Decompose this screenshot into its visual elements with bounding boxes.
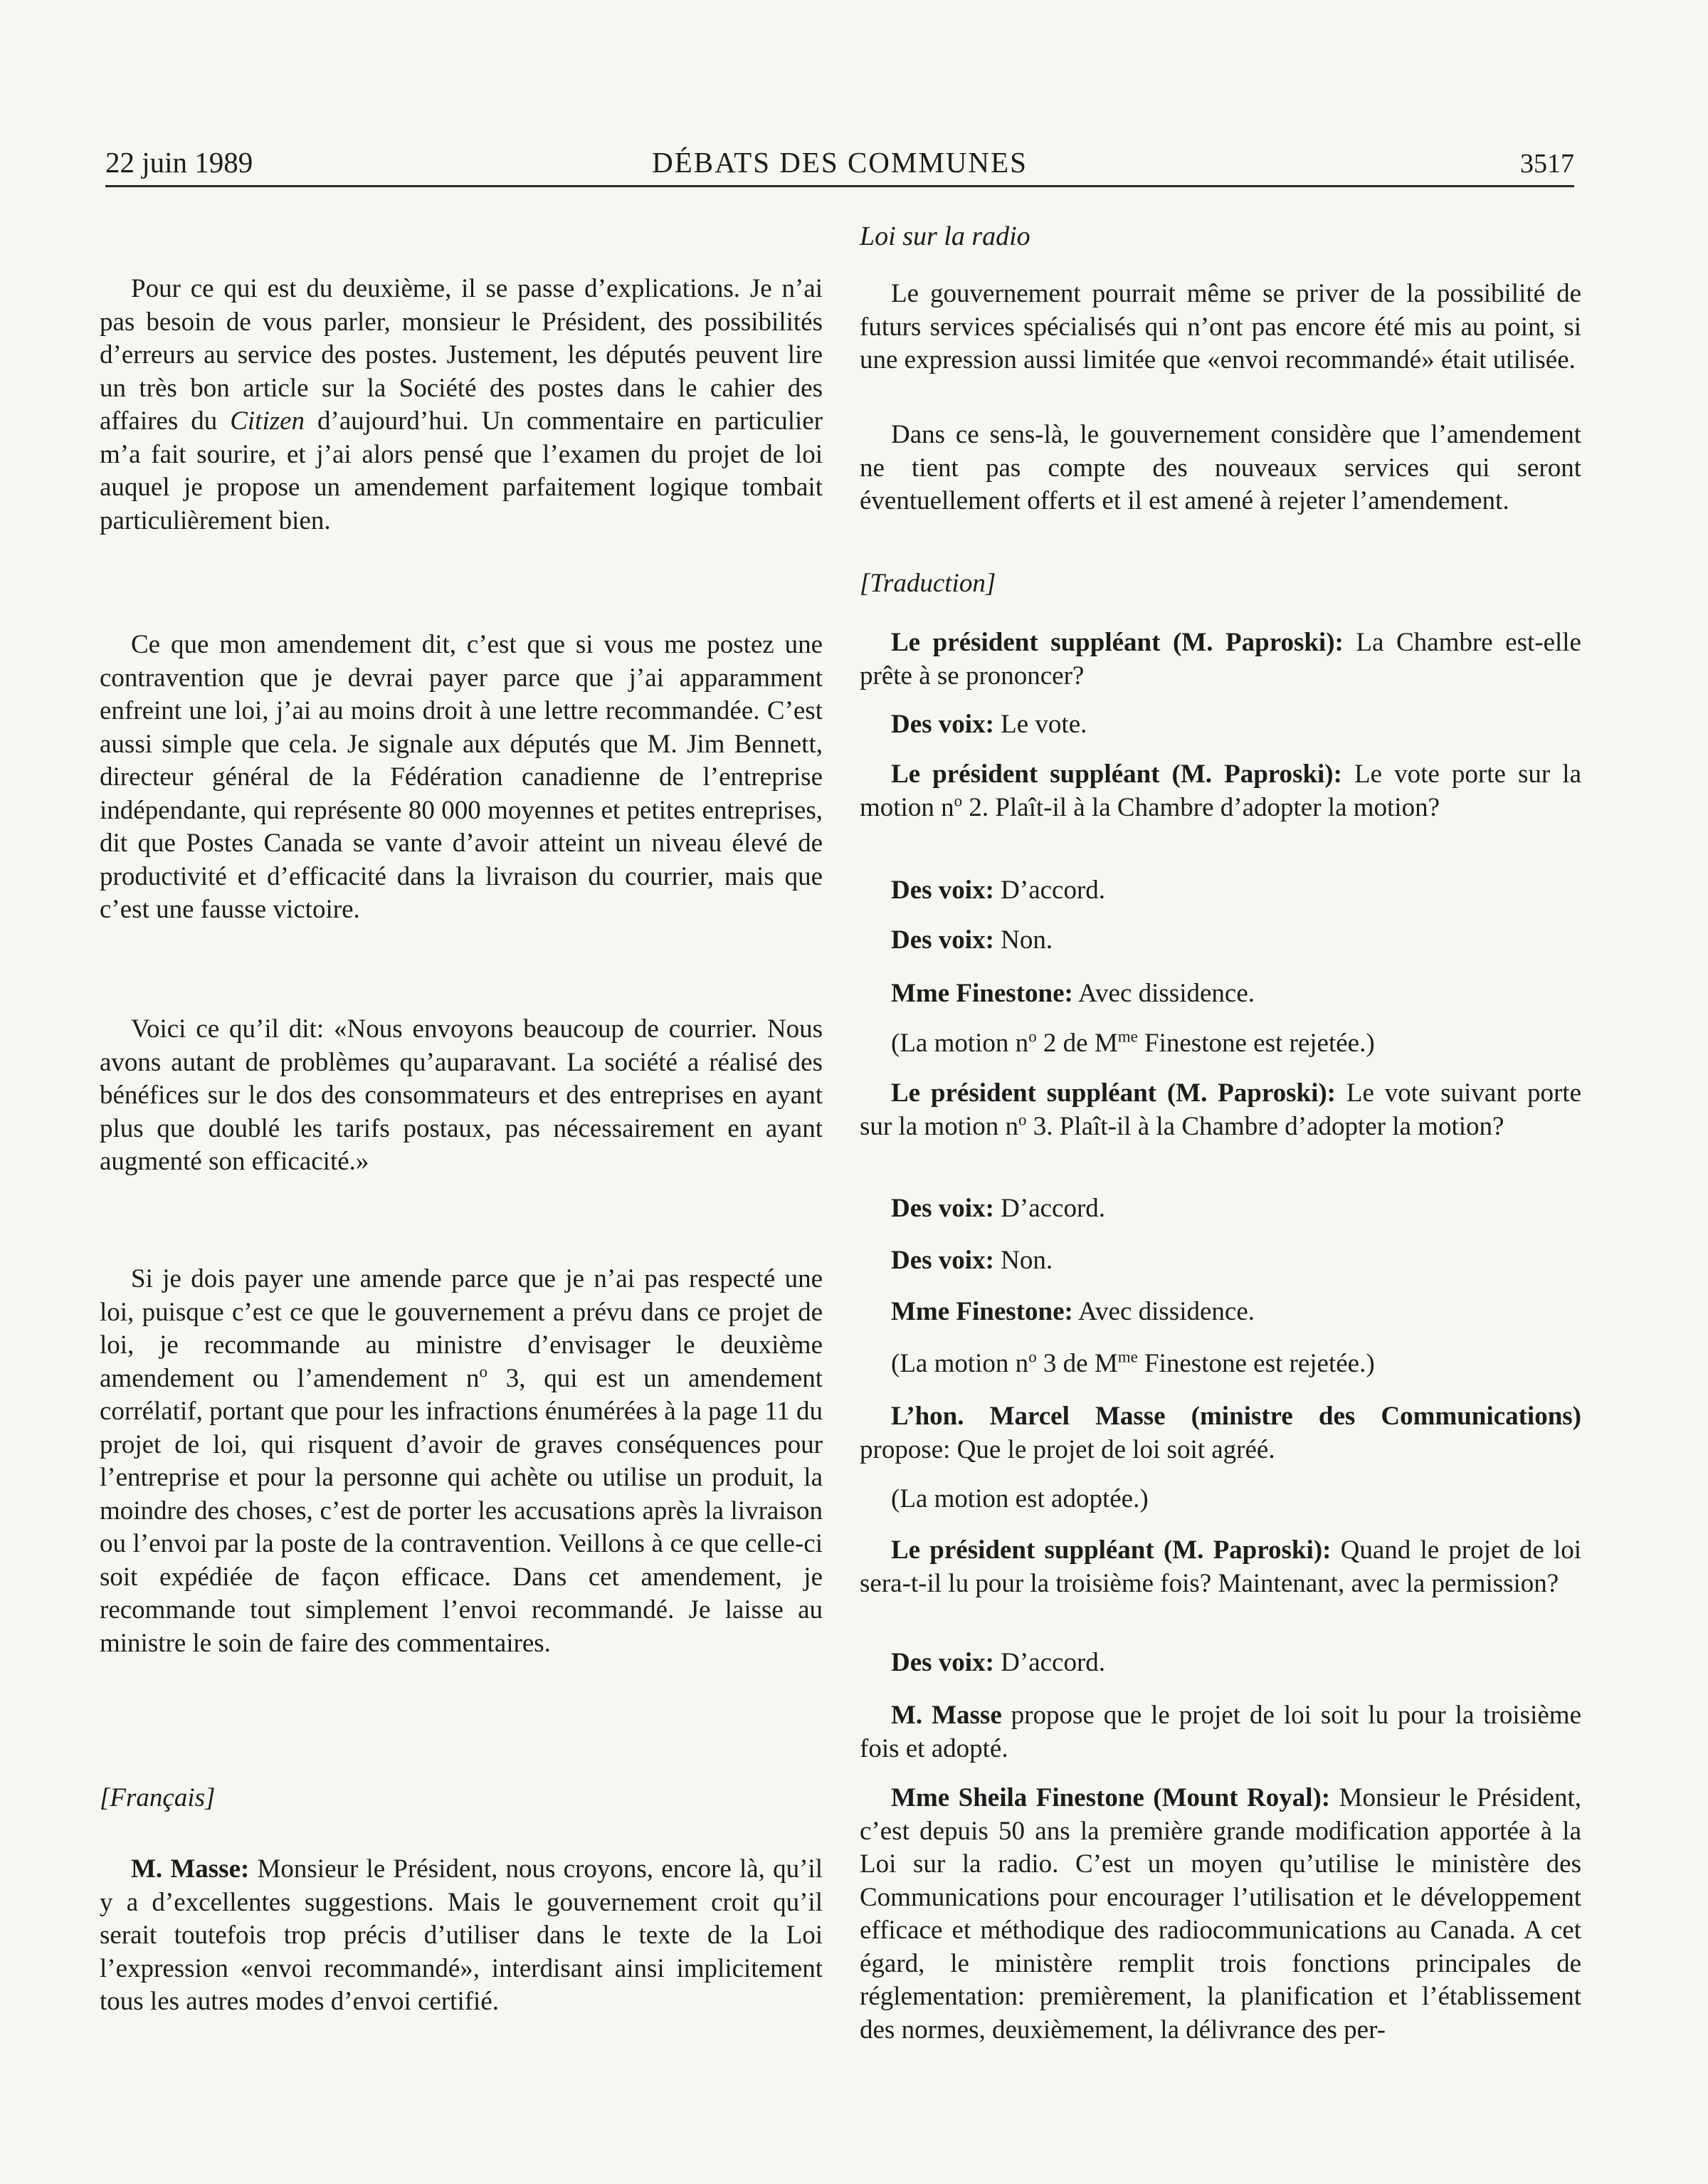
paragraph: Le président suppléant (M. Paproski): Le vote porte sur la motion $n^o$ 2. Plaît-il à la Chambre d’adopter la motion? [860, 760, 1581, 822]
paragraph: Des voix: Non. [891, 1246, 1053, 1275]
paragraph: Mme Finestone: Avec dissidence. [891, 979, 1255, 1008]
paragraph: Le gouvernement pourrait même se priver de la possibilité de futurs services spécialisés qui n’ont pas encore été mis au point, si une expression aussi limitée que «envoi recommandé» était utilisée. [860, 279, 1581, 374]
paragraph: Des voix: Le vote. [891, 710, 1087, 739]
speaker-name: Mme Sheila Finestone (Mount Royal): [891, 1783, 1331, 1812]
paragraph: Mme Sheila Finestone (Mount Royal): Monsieur le Président, c’est depuis 50 ans la première grande modification apportée à la Loi sur la radio. C’est un moyen qu’utilise le ministère des Communications pour encourager l’utilisation et le développement efficace et méthodique des radiocommunications au Canada. A cet égard, le ministère remplit trois fonctions principales de réglementation: premièrement, la planification et l’établissement des normes, deuxièmement, la délivrance des per- [860, 1783, 1581, 2044]
paragraph: Si je dois payer une amende parce que je n’ai pas respecté une loi, puisque c’est ce que le gouvernement a prévu dans ce projet de loi, je recommande au ministre d’envisager le deuxième amendement ou l’amendement $n^o$ 3, qui est un amendement corrélatif, portant que pour les infractions énumérées à la page 11 du projet de loi, qui risquent d’avoir de graves conséquences pour l’entreprise et pour la personne qui achète ou utilise un produit, la moindre des choses, c’est de porter les accusations après la livraison ou l’envoi par la poste de la contravention. Veillons à ce que celle-ci soit expédiée de façon efficace. Dans cet amendement, je recommande tout simplement l’envoi recommandé. Je laisse au ministre le soin de faire des commentaires. [100, 1264, 823, 1658]
paragraph: M. Masse propose que le projet de loi soit lu pour la troisième fois et adopté. [860, 1701, 1581, 1763]
language-tag: [Traduction] [860, 569, 996, 598]
speaker-name: Des voix: [891, 1246, 994, 1275]
paragraph: (La motion $n^o$ 2 de $M^{me}$ Finestone est rejetée.) [891, 1027, 1375, 1058]
speaker-name: Des voix: [891, 876, 994, 905]
paragraph: Ce que mon amendement dit, c’est que si vous me postez une contravention que je devrai payer parce que j’ai apparamment enfreint une loi, j’ai au moins droit à une lettre recommandée. C’est aussi simple que cela. Je signale aux députés que M. Jim Bennett, directeur général de la Fédération canadienne de l’entreprise indépendante, qui représente 80 000 moyennes et petites entreprises, dit que Postes Canada se vante d’avoir atteint un niveau élevé de productivité et d’efficacité dans la livraison du courrier, mais que c’est une fausse victoire. [100, 630, 823, 924]
speaker-name: Des voix: [891, 710, 994, 739]
speaker-name: Mme Finestone: [891, 1297, 1073, 1326]
speaker-name: Mme Finestone: [891, 979, 1073, 1008]
paragraph: Le président suppléant (M. Paproski): Quand le projet de loi sera-t-il lu pour la troisième fois? Maintenant, avec la permission? [860, 1535, 1581, 1598]
speaker-name: Des voix: [891, 1194, 994, 1223]
newspaper-name: Citizen [230, 406, 305, 436]
speaker-name: M. Masse: [131, 1854, 250, 1884]
header-rule [105, 185, 1574, 187]
header-title: DÉBATS DES COMMUNES [652, 146, 1028, 179]
speaker-name: Le président suppléant (M. Paproski): [891, 1535, 1332, 1565]
paragraph: Le président suppléant (M. Paproski): Le vote suivant porte sur la motion $n^o$ 3. Plaît-il à la Chambre d’adopter la motion? [860, 1078, 1581, 1141]
speaker-name: M. Masse [891, 1701, 1002, 1730]
language-tag: [Français] [100, 1783, 216, 1812]
speaker-name: L’hon. Marcel Masse (ministre des Communications) [891, 1402, 1581, 1431]
speaker-name: Le président suppléant (M. Paproski): [891, 760, 1342, 789]
speaker-name: Le président suppléant (M. Paproski): [891, 1078, 1337, 1108]
paragraph: (La motion est adoptée.) [891, 1484, 1149, 1513]
paragraph: Mme Finestone: Avec dissidence. [891, 1297, 1255, 1326]
paragraph: M. Masse: Monsieur le Président, nous croyons, encore là, qu’il y a d’excellentes suggestions. Mais le gouvernement croit qu’il serait toutefois trop précis d’utiliser dans le texte de la Loi l’expression «envoi recommandé», interdisant ainsi implicitement tous les autres modes d’envoi certifié. [100, 1854, 823, 2016]
paragraph: Pour ce qui est du deuxième, il se passe d’explications. Je n’ai pas besoin de vous parler, monsieur le Président, des possibilités d’erreurs au service des postes. Justement, les députés peuvent lire un très bon article sur la Société des postes dans le cahier des affaires du Citizen d’aujourd’hui. Un commentaire en particulier m’a fait sourire, et j’ai alors pensé que l’examen du projet de loi auquel je propose un amendement parfaitement logique tombait particulièrement bien. [100, 274, 823, 535]
header-date: 22 juin 1989 [105, 146, 253, 179]
paragraph: Le président suppléant (M. Paproski): La Chambre est-elle prête à se prononcer? [860, 628, 1581, 691]
paragraph: Des voix: Non. [891, 925, 1053, 955]
speaker-name: Des voix: [891, 925, 994, 955]
paragraph: Des voix: D’accord. [891, 1648, 1106, 1677]
paragraph: Dans ce sens-là, le gouvernement considère que l’amendement ne tient pas compte des nouveaux services qui seront éventuellement offerts et il est amené à rejeter l’amendement. [860, 420, 1581, 515]
page-number: 3517 [1520, 149, 1574, 179]
paragraph: (La motion $n^o$ 3 de $M^{me}$ Finestone est rejetée.) [891, 1348, 1375, 1378]
paragraph: Des voix: D’accord. [891, 1194, 1106, 1223]
paragraph: Voici ce qu’il dit: «Nous envoyons beaucoup de courrier. Nous avons autant de problèmes qu’auparavant. La société a réalisé des bénéfices sur le dos des consommateurs et des entreprises en ayant plus que doublé les tarifs postaux, pas nécessairement en ayant augmenté son efficacité.» [100, 1014, 823, 1176]
section-heading: Loi sur la radio [860, 221, 1030, 251]
speaker-name: Des voix: [891, 1648, 994, 1677]
paragraph: L’hon. Marcel Masse (ministre des Communications) propose: Que le projet de loi soit agréé. [860, 1402, 1581, 1464]
page-header [105, 145, 1574, 188]
speaker-name: Le président suppléant (M. Paproski): [891, 628, 1344, 657]
paragraph: Des voix: D’accord. [891, 876, 1106, 905]
